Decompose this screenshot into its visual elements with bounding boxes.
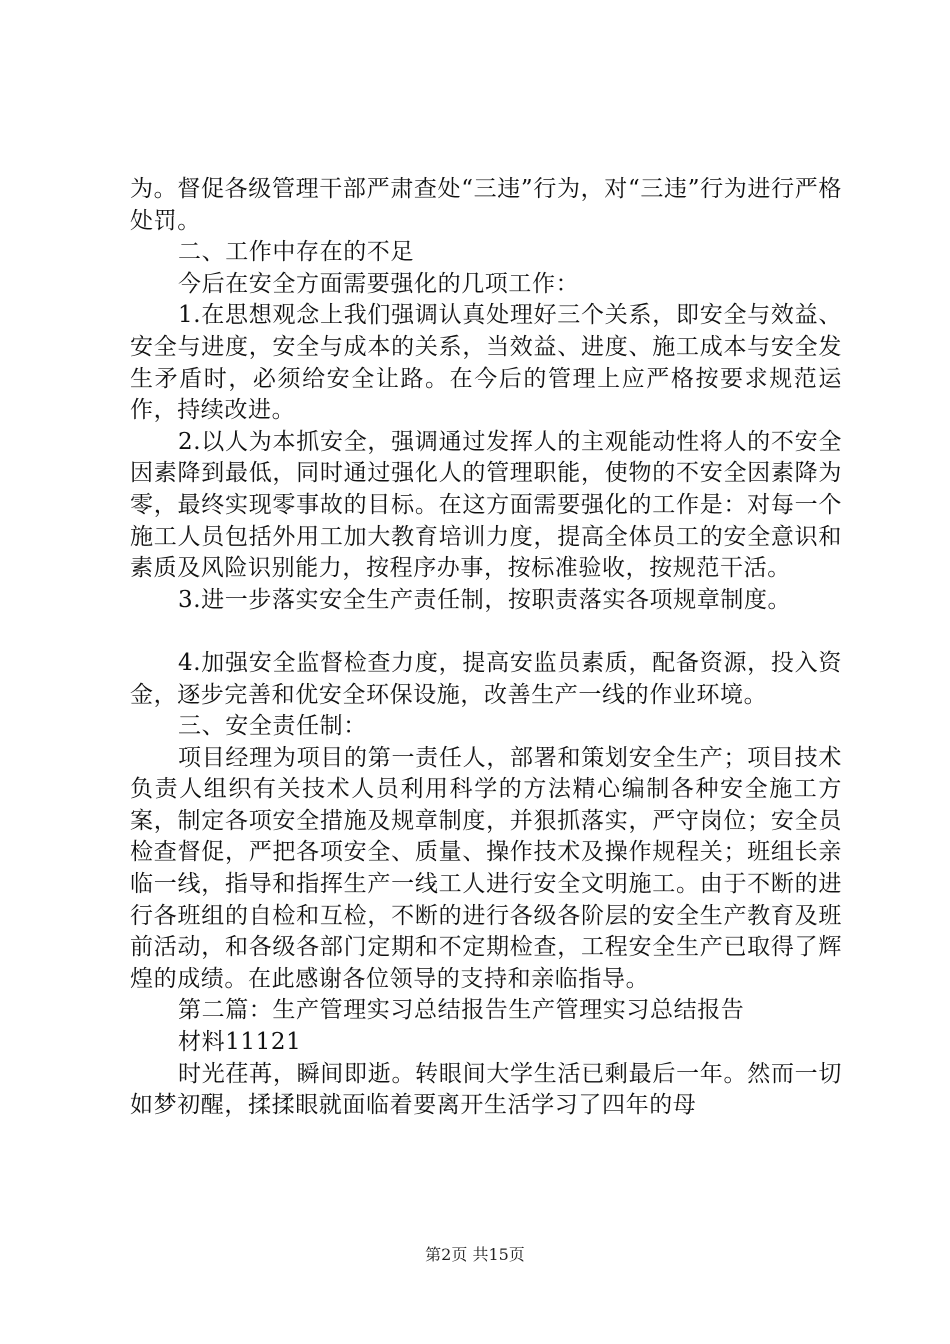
paragraph: 项目经理为项目的第一责任人，部署和策划安全生产；项目技术负责人组织有关技术人员利用科学的方法精心编制各种安全施工方案，制定各项安全措施及规章制度，并狠抓落实，严守岗位；安全员检查督促，严把各项安全、质量、操作技术及操作规程关；班组长亲临一线，指导和指挥生产一线工人进行安全文明施工。由于不断的进行各班组的自检和互检，不断的进行各级各阶层的安全生产教育及班前活动，和各级各部门定期和不定期检查，工程安全生产已取得了辉煌的成绩。在此感谢各位领导的支持和亲临指导。 [130, 744, 842, 992]
paragraph: 材料11121 [178, 1029, 302, 1056]
paragraph: 时光荏苒，瞬间即逝。转眼间大学生活已剩最后一年。然而一切如梦初醒，揉揉眼就面临着要离开生活学习了四年的母 [130, 1060, 842, 1119]
paragraph: 为。督促各级管理干部严肃查处“三违”行为，对“三违”行为进行严格处罚。 [130, 176, 842, 234]
blank-line [130, 616, 842, 648]
document-body [130, 174, 842, 1122]
chapter-title: 第二篇：生产管理实习总结报告生产管理实习总结报告 [178, 997, 745, 1024]
list-item: 2.以人为本抓安全，强调通过发挥人的主观能动性将人的不安全因素降到最低，同时通过强化人的管理职能，使物的不安全因素降为零，最终实现零事故的目标。在这方面需要强化的工作是：对每一个施工人员包括外用工加大教育培训力度，提高全体员工的安全意识和素质及风险识别能力，按程序办事，按标准验收，按规范干活。 [130, 428, 842, 582]
list-item: 4.加强安全监督检查力度，提高安监员素质，配备资源，投入资金，逐步完善和优安全环保设施，改善生产一线的作业环境。 [130, 649, 842, 708]
list-item: 3.进一步落实安全生产责任制，按职责落实各项规章制度。 [178, 586, 792, 613]
section-heading: 二、工作中存在的不足 [178, 239, 414, 266]
section-heading: 三、安全责任制： [178, 713, 367, 740]
page-number: 第2页 共15页 [425, 1245, 525, 1264]
list-item: 1.在思想观念上我们强调认真处理好三个关系，即安全与效益、安全与进度，安全与成本的关系，当效益、进度、施工成本与安全发生矛盾时，必须给安全让路。在今后的管理上应严格按要求规范运作，持续改进。 [130, 302, 842, 424]
paragraph: 今后在安全方面需要强化的几项工作： [178, 270, 580, 297]
